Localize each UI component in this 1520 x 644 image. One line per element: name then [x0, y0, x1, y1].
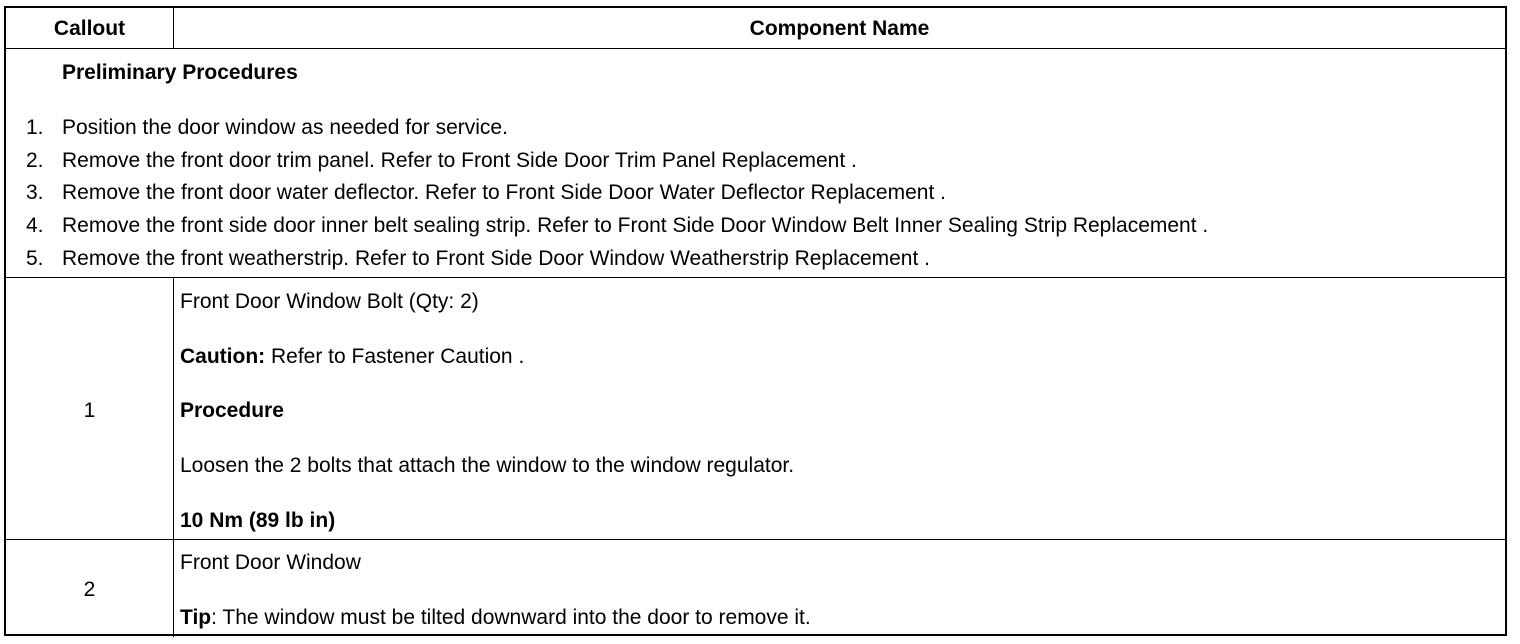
- procedure-label: Procedure: [180, 399, 284, 422]
- preliminary-rule: [6, 277, 1505, 278]
- row-rule: [6, 539, 1505, 540]
- step-number: 3.: [26, 181, 44, 204]
- procedure-text: Loosen the 2 bolts that attach the window to the window regulator.: [180, 454, 795, 477]
- tip-label: Tip: [180, 606, 212, 629]
- caution-text: Refer to Fastener Caution .: [265, 345, 525, 368]
- component-name: Front Door Window Bolt (Qty: 2): [180, 290, 479, 313]
- step-number: 4.: [26, 214, 44, 237]
- step-number: 1.: [26, 116, 44, 139]
- step-text: Remove the front door water deflector. Refer to Front Side Door Water Deflector Replacement .: [62, 181, 946, 204]
- caution-line: [180, 345, 524, 369]
- step-text: Remove the front weatherstrip. Refer to Front Side Door Window Weatherstrip Replacement .: [62, 247, 930, 270]
- callout-number: 2: [83, 578, 96, 601]
- step-number: 2.: [26, 149, 44, 172]
- body-divider: [173, 277, 174, 637]
- procedure-table: [4, 6, 1507, 636]
- step-text: Position the door window as needed for service.: [62, 116, 508, 139]
- tip-line: [180, 606, 811, 630]
- caution-label: Caution:: [180, 345, 266, 368]
- step-number: 5.: [26, 247, 44, 270]
- preliminary-title: Preliminary Procedures: [62, 61, 298, 84]
- header-callout: Callout: [53, 17, 126, 40]
- tip-text: : The window must be tilted downward into the door to remove it.: [211, 606, 811, 629]
- step-text: Remove the front side door inner belt sealing strip. Refer to Front Side Door Window Belt Inner Sealing Strip Replacement .: [62, 214, 1209, 237]
- header-component-name: Component Name: [749, 17, 930, 40]
- component-name: Front Door Window: [180, 551, 361, 574]
- header-rule: [6, 48, 1505, 49]
- step-text: Remove the front door trim panel. Refer to Front Side Door Trim Panel Replacement .: [62, 149, 857, 172]
- callout-number: 1: [83, 399, 96, 422]
- torque-spec: 10 Nm (89 lb in): [180, 509, 336, 532]
